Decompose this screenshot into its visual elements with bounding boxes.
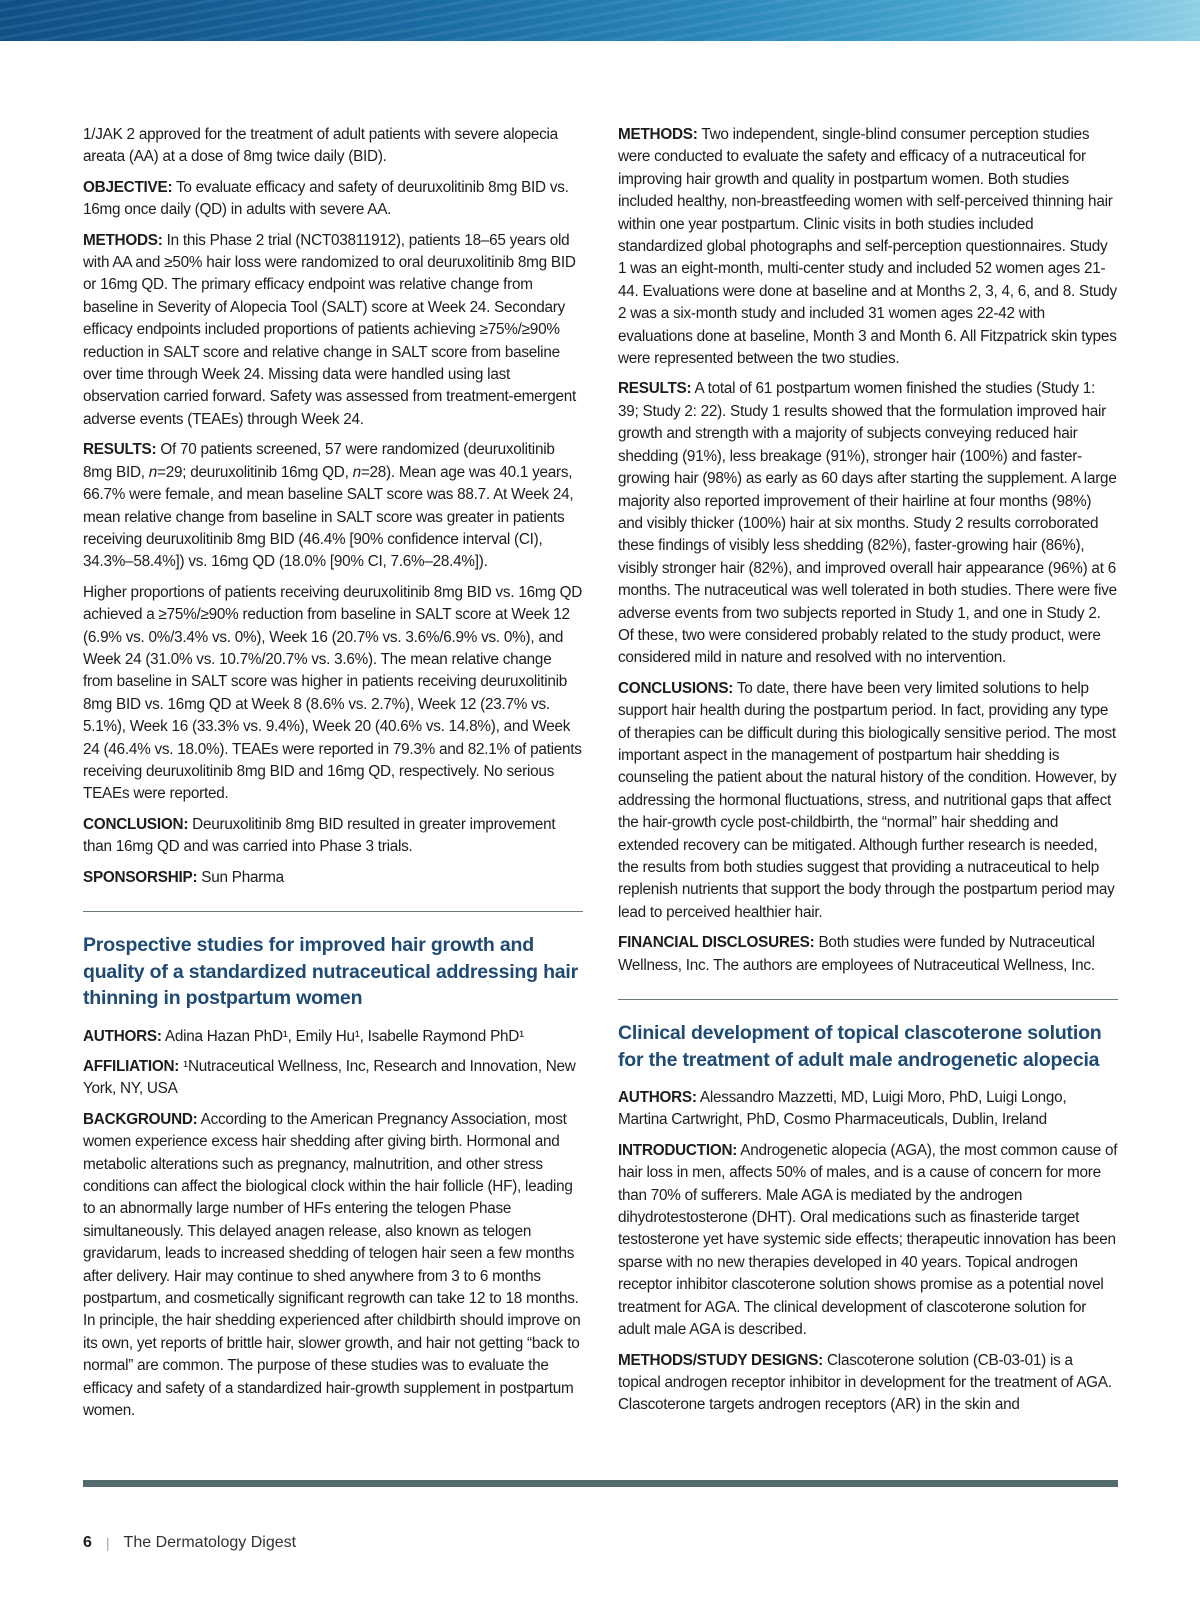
results-continued-paragraph: Higher proportions of patients receiving deuruxolitinib 8mg BID vs. 16mg QD achieved a ≥75%/≥90% reduction from baseline in SALT score at Week 12 (6.9% vs. 0%/3.4% vs. 0%), Week 16 (20.7% vs. 3.6%/6.9% vs. 0%), and Week 24 (31.0% vs. 10.7%/20.7% vs. 3.6%). The mean relative change from baseline in SALT score was higher in patients receiving deuruxolitinib 8mg BID vs. 16mg QD at Week 8 (8.6% vs. 2.7%), Week 12 (23.7% vs. 5.1%), Week 16 (33.3% vs. 9.4%), Week 20 (40.6% vs. 14.8%), and Week 24 (46.4% vs. 18.0%). TEAEs were reported in 79.3% and 82.1% of patients receiving deuruxolitinib 8mg BID and 16mg QD, respectively. No serious TEAEs were reported. [83, 583, 583, 803]
methods-text-right: Two independent, single-blind consumer perception studies were conducted to evaluate the safety and efficacy of a nutraceutical for improving hair growth and quality in postpartum women. Both studies included healthy, non-breastfeeding women with self-perceived thinning hair within one year postpartum. Clinic visits in both studies included standardized global photographs and self-perception questionnaires. Study 1 was an eight-month, multi-center study and included 52 women ages 21-44. Evaluations were done at baseline and at Months 2, 3, 4, 6, and 8. Study 2 was a six-month study and included 31 women ages 22-42 with evaluations done at baseline, Month 3 and Month 6. All Fitzpatrick skin types were represented between the two studies. [618, 126, 1117, 368]
methods-text: In this Phase 2 trial (NCT03811912), patients 18–65 years old with AA and ≥50% hair loss were randomized to oral deuruxolitinib 8mg BID or 16mg QD. The primary efficacy endpoint was relative change from baseline in Severity of Alopecia Tool (SALT) score at Week 24. Secondary efficacy endpoints included proportions of patients achieving ≥75%/≥90% reduction in SALT score and relative change in SALT score from baseline over time through Week 24. Missing data were handled using last observation carried forward. Safety was assessed from treatment-emergent adverse events (TEAEs) through Week 24. [83, 231, 576, 428]
section-divider [83, 911, 583, 912]
introduction-paragraph [618, 1140, 1118, 1342]
page-number: 6 [83, 1534, 92, 1551]
page-footer [83, 1534, 296, 1552]
section-divider-right [618, 999, 1118, 1000]
methods-label-right: METHODS: [618, 126, 698, 143]
article-title-clascoterone: Clinical development of topical clascoterone solution for the treatment of adult male androgenetic alopecia [618, 1022, 1102, 1071]
results-text-right: A total of 61 postpartum women finished the studies (Study 1: 39; Study 2: 22). Study 1 results showed that the formulation improved hair growth and strength with a majority of subjects conveying reduced hair shedding (91%), less breakage (91%), stronger hair (100%) and faster-growing hair (98%) as early as 60 days after starting the supplement. A large majority also reported improvement of their hairline at four months (98%) and visibly thicker (100%) hair at six months. Study 2 results corroborated these findings of visibly less shedding (82%), faster-growing hair (86%), visibly stronger hair (82%), and improved overall hair appearance (96%) at 6 months. The nutraceutical was well tolerated in both studies. There were five adverse events from two subjects reported in Study 1, and one in Study 2. Of these, two were considered probably related to the study product, were considered mild in nature and resolved with no intervention. [618, 380, 1117, 667]
introduction-label: INTRODUCTION: [618, 1141, 738, 1159]
background-text: According to the American Pregnancy Association, most women experience excess hair shedding after giving birth. Hormonal and metabolic alterations such as pregnancy, malnutrition, and other stress conditions can affect the biological clock within the hair follicle (HF), leading to an abnormally large number of HFs entering the telogen Phase simultaneously. This delayed anagen release, also known as telogen gravidarum, leads to increased shedding of telogen hair seen a few months after delivery. Hair may continue to shed anywhere from 3 to 6 months postpartum, and cosmetically significant regrowth can take 12 to 18 months. In principle, the hair shedding experienced after childbirth should improve on its own, yet reports of brittle hair, slower growth, and hair not getting “back to normal” are common. The purpose of these studies was to evaluate the efficacy and safety of a standardized hair-growth supplement in postpartum women. [83, 1110, 581, 1419]
affiliation-paragraph [83, 1056, 583, 1101]
affiliation-text: ¹Nutraceutical Wellness, Inc, Research and Innovation, New York, NY, USA [83, 1057, 576, 1098]
article-title-nutraceutical: Prospective studies for improved hair growth and quality of a standardized nutraceutical addressing hair thinning in postpartum women [83, 934, 579, 1009]
paragraph-intro: 1/JAK 2 approved for the treatment of adult patients with severe alopecia areata (AA) at a dose of 8mg twice daily (BID). [83, 126, 558, 166]
left-column [83, 124, 583, 1430]
sponsorship-paragraph [83, 867, 583, 889]
results-text-b: =29; deuruxolitinib 16mg QD, [157, 463, 353, 481]
results-label: RESULTS: [83, 441, 157, 459]
conclusions-text: To date, there have been very limited solutions to help support hair health during the postpartum period. In fact, providing any type of therapies can be difficult during this biologically sensitive period. The most important aspect in the management of postpartum hair shedding is counseling the patient about the natural history of the condition. However, by addressing the hormonal fluctuations, stress, and nutritional gaps that affect the hair-growth cycle post-childbirth, the “normal” hair shedding and extended recovery can be mitigated. Although further research is needed, the results from both studies suggest that providing a nutraceutical to help replenish nutrients that support the body through the postpartum period may lead to perceived healthier hair. [618, 679, 1117, 921]
methods-study-designs-text: Clascoterone solution (CB-03-01) is a topical androgen receptor inhibitor in development for the treatment of AGA. Clascoterone targets androgen receptors (AR) in the skin and [618, 1351, 1112, 1414]
conclusion-text: Deuruxolitinib 8mg BID resulted in greater improvement than 16mg QD and was carried into Phase 3 trials. [83, 815, 556, 856]
conclusions-label: CONCLUSIONS: [618, 679, 734, 697]
methods-paragraph [83, 230, 583, 432]
footer-rule [83, 1480, 1118, 1487]
conclusion-label: CONCLUSION: [83, 815, 189, 833]
results-paragraph-right [618, 378, 1118, 669]
top-banner-image [0, 0, 1200, 41]
financial-disclosures-text: Both studies were funded by Nutraceutical Wellness, Inc. The authors are employees of Nutraceutical Wellness, Inc. [618, 934, 1095, 974]
authors-label-right: AUTHORS: [618, 1089, 697, 1107]
background-label: BACKGROUND: [83, 1110, 198, 1128]
sponsorship-label: SPONSORSHIP: [83, 868, 198, 886]
objective-text: To evaluate efficacy and safety of deuruxolitinib 8mg BID vs. 16mg once daily (QD) in adults with severe AA. [83, 178, 569, 219]
results-text-a: Of 70 patients screened, 57 were randomized (deuruxolitinib 8mg BID, [83, 441, 555, 481]
authors-text: Adina Hazan PhD¹, Emily Hu¹, Isabelle Raymond PhD¹ [161, 1027, 524, 1045]
results-n1: n [148, 463, 158, 481]
sponsorship-text: Sun Pharma [197, 868, 284, 886]
results-paragraph [83, 439, 583, 573]
publication-name: The Dermatology Digest [123, 1534, 297, 1551]
introduction-text: Androgenetic alopecia (AGA), the most common cause of hair loss in men, affects 50% of males, and is a cause of concern for more than 70% of sufferers. Male AGA is mediated by the androgen dihydrotestosterone (DHT). Oral medications such as finasteride target testosterone yet have systemic side effects; therapeutic innovation has been sparse with no new therapies developed in 40 years. Topical androgen receptor inhibitor clascoterone solution shows promise as a potential novel treatment for AGA. The clinical development of clascoterone solution for adult male AGA is described. [618, 1141, 1118, 1339]
authors-paragraph [83, 1026, 583, 1048]
objective-label: OBJECTIVE: [83, 178, 173, 196]
financial-disclosures-label: FINANCIAL DISCLOSURES: [618, 934, 815, 952]
objective-paragraph [83, 177, 583, 222]
background-paragraph [83, 1109, 583, 1423]
conclusions-paragraph [618, 678, 1118, 924]
authors-label: AUTHORS: [83, 1027, 162, 1045]
results-label-right: RESULTS: [618, 380, 692, 398]
methods-study-designs-paragraph [618, 1350, 1118, 1417]
authors-paragraph-right [618, 1087, 1118, 1132]
methods-label: METHODS: [83, 231, 163, 249]
footer-separator: | [105, 1535, 110, 1551]
methods-study-designs-label: METHODS/STUDY DESIGNS: [618, 1351, 823, 1369]
conclusion-paragraph [83, 814, 583, 859]
results-n2: n [352, 463, 361, 481]
right-column [618, 124, 1118, 1425]
methods-paragraph-right [618, 124, 1118, 370]
authors-text-right: Alessandro Mazzetti, MD, Luigi Moro, PhD, Luigi Longo, Martina Cartwright, PhD, Cosmo Pharmaceuticals, Dublin, Ireland [618, 1089, 1067, 1129]
affiliation-label: AFFILIATION: [83, 1057, 180, 1075]
results-text-c: =28). Mean age was 40.1 years, 66.7% were female, and mean baseline SALT score was 88.7. At Week 24, mean relative change from baseline in SALT score was greater in patients receiving deuruxolitinib 8mg BID (46.4% [90% confidence interval (CI), 34.3%–58.4%]) vs. 16mg QD (18.0% [90% CI, 7.6%–28.4%]). [83, 463, 574, 571]
financial-disclosures-paragraph [618, 932, 1118, 977]
